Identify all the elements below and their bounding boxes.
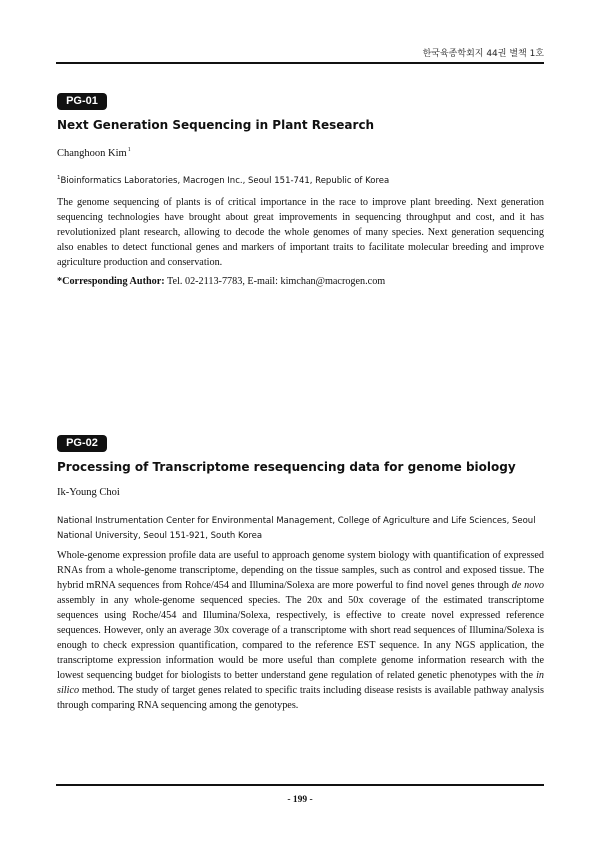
abstract: Whole-genome expression profile data are useful to approach genome system biology with quantification of expressed RNAs from a whole-genome transcriptome, depending on the tissue samples, such as control and exposed tissue. The hybrid mRNA sequences from Rohce/454 and Illumina/Solexa are more powerful to find novel genes through de novo assembly in any whole-genome sequenced species. The 20x and 50x coverage of the estimated transcriptome sequences using Roche/454 and Illumina/Solexa, respectively, is effective to create novel expressed reference sequences. However, only an average 30x coverage of a transcriptome with short read sequences of Illumina/Solexa is enough to check expression quantification, compared to the reference EST sequence. In any NGS application, the transcriptome expression information would be more useful than complete genome information research with the lowest sequencing budget for biologists to better understand gene regulation of related genetic phenotypes with the in silico method. The study of target genes related to specific traits including disease resists is available pathway analysis through comparing RNA sequencing among the genotypes. <box>57 550 544 711</box>
article-title: Processing of Transcriptome resequencing data for genome biology <box>57 460 516 474</box>
italic-term: de novo <box>511 580 544 591</box>
header-rule <box>56 62 544 64</box>
article-code-badge: PG-02 <box>57 435 107 452</box>
italic-term: in silico <box>57 670 544 696</box>
page-number: - 199 - <box>287 795 313 805</box>
abstract: The genome sequencing of plants is of critical importance in the race to improve plant breeding. Next generation sequencing technologies have brought about great improvements in sequencing throughput and cost, and it has revolutionized plant research, allowing to decode the whole genomes of many species. Next generation sequencing also enables to detect functional genes and markers of important traits to facilitate molecular breeding and improve agriculture production and conservation. <box>57 197 544 268</box>
corresponding-contact: Tel. 02-2113-7783, E-mail: kimchan@macrogen.com <box>164 276 386 287</box>
article-title: Next Generation Sequencing in Plant Research <box>57 118 375 132</box>
affiliation: $^1$Bioinformatics Laboratories, Macrogen Inc., Seoul 151-741, Republic of Korea <box>57 175 390 186</box>
footer-rule <box>56 784 544 786</box>
journal-header: 한국육종학회지 44권 별책 1호 <box>422 49 544 59</box>
article-code-badge: PG-01 <box>57 93 107 110</box>
author-name: Ik-Young Choi <box>57 487 120 498</box>
corresponding-label: *Corresponding Author: <box>57 276 165 287</box>
author-name: Changhoon Kim$^1$ <box>57 147 131 159</box>
corresponding-author <box>57 276 385 287</box>
affiliation-superscript: 1 <box>57 175 61 181</box>
author-superscript: 1 <box>127 147 131 153</box>
affiliation: National Instrumentation Center for Environmental Management, College of Agriculture and Life Sciences, Seoul National University, Seoul 151-921, South Korea <box>57 516 536 541</box>
